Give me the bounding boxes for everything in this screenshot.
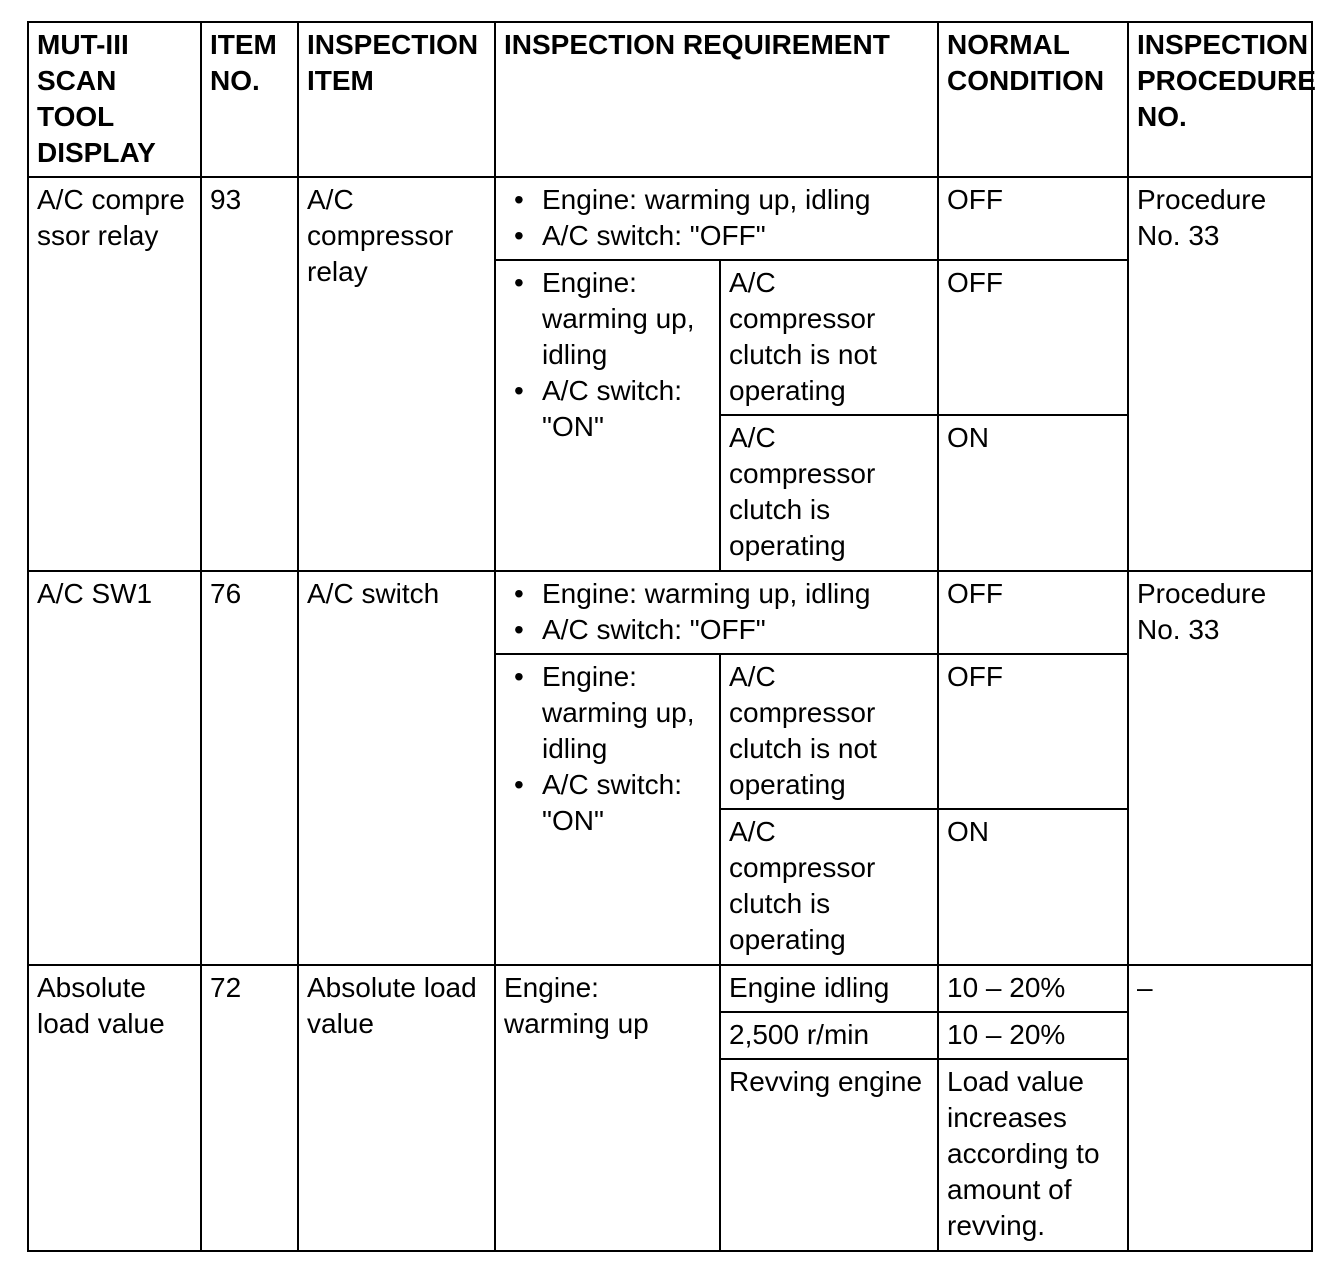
- cell-condition: ON: [938, 809, 1128, 965]
- cell-procedure: Procedure No. 33: [1128, 571, 1312, 965]
- cell-item-no: 93: [201, 177, 298, 571]
- cell-display: A/C compressor relay: [28, 177, 201, 571]
- list-item: • A/C switch: "OFF": [542, 218, 929, 254]
- cell-requirement-off: [495, 177, 938, 260]
- cell-condition: OFF: [938, 260, 1128, 415]
- header-inspection-requirement: INSPECTION REQUIREMENT: [495, 22, 938, 177]
- table-row: [28, 571, 1312, 654]
- header-procedure-no: INSPECTION PROCEDURE NO.: [1128, 22, 1312, 177]
- cell-condition: ON: [938, 415, 1128, 571]
- cell-sub-requirement: A/C compressor clutch is not operating: [720, 260, 938, 415]
- list-item: • Engine: warming up, idling: [542, 659, 711, 767]
- cell-condition: 10 – 20%: [938, 1012, 1128, 1059]
- requirement-list: [504, 659, 711, 839]
- cell-display: Absolute load value: [28, 965, 201, 1251]
- header-inspection-item: INSPECTION ITEM: [298, 22, 495, 177]
- cell-sub-requirement: A/C compressor clutch is operating: [720, 415, 938, 571]
- cell-item-no: 72: [201, 965, 298, 1251]
- list-item: • Engine: warming up, idling: [542, 576, 929, 612]
- header-display: MUT-III SCAN TOOL DISPLAY: [28, 22, 201, 177]
- cell-condition: OFF: [938, 571, 1128, 654]
- cell-condition: OFF: [938, 654, 1128, 809]
- table-row: [28, 965, 1312, 1012]
- header-row: [28, 22, 1312, 177]
- cell-procedure: –: [1128, 965, 1312, 1251]
- cell-requirement-on: [495, 654, 720, 965]
- cell-sub-requirement: Revving engine: [720, 1059, 938, 1251]
- cell-item-no: 76: [201, 571, 298, 965]
- requirement-list: [504, 182, 929, 254]
- cell-condition: 10 – 20%: [938, 965, 1128, 1012]
- list-item: • A/C switch: "ON": [542, 373, 711, 445]
- table-row: [28, 177, 1312, 260]
- header-normal-condition: NORMAL CONDITION: [938, 22, 1128, 177]
- cell-inspection-item: Absolute load value: [298, 965, 495, 1251]
- cell-requirement: Engine: warming up: [495, 965, 720, 1251]
- cell-sub-requirement: A/C compressor clutch is not operating: [720, 654, 938, 809]
- cell-sub-requirement: Engine idling: [720, 965, 938, 1012]
- cell-inspection-item: A/C switch: [298, 571, 495, 965]
- cell-sub-requirement: A/C compressor clutch is operating: [720, 809, 938, 965]
- requirement-list: [504, 576, 929, 648]
- cell-inspection-item: A/C compressor relay: [298, 177, 495, 571]
- cell-display: A/C SW1: [28, 571, 201, 965]
- list-item: • A/C switch: "OFF": [542, 612, 929, 648]
- cell-condition: Load value increases according to amount of revving.: [938, 1059, 1128, 1251]
- cell-procedure: Procedure No. 33: [1128, 177, 1312, 571]
- cell-sub-requirement: 2,500 r/min: [720, 1012, 938, 1059]
- cell-condition: OFF: [938, 177, 1128, 260]
- cell-requirement-on: [495, 260, 720, 571]
- header-item-no: ITEM NO.: [201, 22, 298, 177]
- requirement-list: [504, 265, 711, 445]
- cell-requirement-off: [495, 571, 938, 654]
- inspection-table: [27, 21, 1316, 1252]
- list-item: • Engine: warming up, idling: [542, 265, 711, 373]
- list-item: • Engine: warming up, idling: [542, 182, 929, 218]
- list-item: • A/C switch: "ON": [542, 767, 711, 839]
